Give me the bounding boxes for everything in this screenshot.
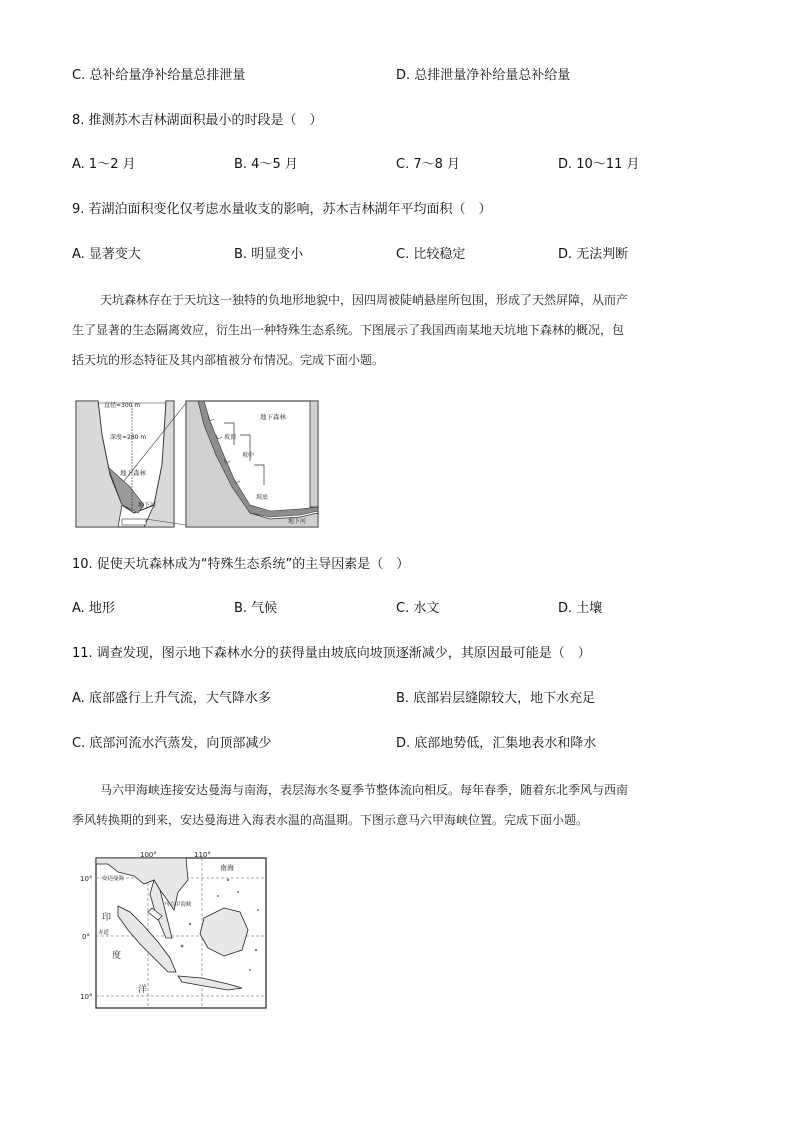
andaman-label: 安达曼海 [102,876,125,882]
q7-option-d: D. 总排泄量净补给量总补给量 [396,68,571,83]
q11-option-c: C. 底部河流水汽蒸发，向顶部减少 [72,736,272,751]
q9-stem: 9. 若湖泊面积变化仅考虑水量收支的影响，苏木吉林湖年平均面积（ ） [72,202,492,217]
slope-top-label: 坡顶 [224,434,237,441]
q7-option-c: C. 总补给量净补给量总排泄量 [72,68,246,83]
south-sea-label: 南海 [220,864,234,872]
q10-stem: 10. 促使天坑森林成为“特殊生态系统”的主导因素是（ ） [72,557,410,572]
q10-option-d: D. 土壤 [558,601,603,616]
passage-tiankeng-line2: 生了显著的生态隔离效应，衍生出一种特殊生态系统。下图展示了我国西南某地天坑地下森林的概况，包 [72,323,625,337]
malacca-map [78,850,270,1012]
ocean-label-1: 印 [102,913,112,923]
forest-left-label: 地下森林 [120,469,146,477]
strait-label: 马六甲海峡 [164,902,192,908]
ocean-label-3: 洋 [138,985,148,995]
q10-option-a: A. 地形 [72,601,115,616]
q9-option-a: A. 显著变大 [72,247,141,262]
lat-0-label: 0° [82,933,90,941]
equator-label: 赤道 [98,930,110,936]
tiankeng-figure [74,395,320,529]
forest-detail [186,401,318,527]
q10-option-b: B. 气候 [234,601,278,616]
q9-option-c: C. 比较稳定 [396,247,466,262]
passage-tiankeng-line1: 天坑森林存在于天坑这一独特的负地形地貌中，因四周被陡峭悬崖所包围，形成了天然屏障，从而产 [100,293,629,307]
passage-malacca-line1: 马六甲海峡连接安达曼海与南海，表层海水冬夏季节整体流向相反。每年春季，随着东北季风与西南 [100,783,629,797]
passage-malacca-line2: 季风转换期的到来，安达曼海进入海表水温的高温期。下图示意马六甲海峡位置。完成下面小题。 [72,813,589,827]
q8-option-c: C. 7～8 月 [396,157,461,172]
lat-10s-label: 10° [80,993,93,1001]
depth-label: 深度≈280 m [110,434,147,441]
q9-option-b: B. 明显变小 [234,247,304,262]
q8-option-b: B. 4～5 月 [234,157,298,172]
lat-10n-label: 10° [80,875,93,883]
passage-tiankeng-line3: 括天坑的形态特征及其内部植被分布情况。完成下面小题。 [72,353,385,367]
river-left-label: 地下河 [138,502,157,509]
lon-100-label: 100° [140,851,157,859]
sinkhole-overview [76,401,174,527]
q11-option-a: A. 底部盛行上升气流，大气降水多 [72,691,271,706]
q10-option-c: C. 水文 [396,601,440,616]
slope-bottom-label: 坡底 [256,494,269,501]
q8-stem: 8. 推测苏木吉林湖面积最小的时段是（ ） [72,113,323,128]
diameter-label: 直径≈300 m [104,402,141,409]
ocean-label-2: 度 [112,951,122,961]
q11-option-d: D. 底部地势低，汇集地表水和降水 [396,736,597,751]
river-right-label: 地下河 [288,518,307,525]
q11-stem: 11. 调查发现，图示地下森林水分的获得量由坡底向坡顶逐渐减少，其原因最可能是（ ） [72,646,591,661]
forest-right-label: 地下森林 [260,413,286,421]
q9-option-d: D. 无法判断 [558,247,629,262]
q8-option-d: D. 10～11 月 [558,157,640,172]
q11-option-b: B. 底部岩层缝隙较大，地下水充足 [396,691,596,706]
slope-mid-label: 坡中 [242,452,255,459]
lon-110-label: 110° [194,851,211,859]
q8-option-a: A. 1～2 月 [72,157,136,172]
